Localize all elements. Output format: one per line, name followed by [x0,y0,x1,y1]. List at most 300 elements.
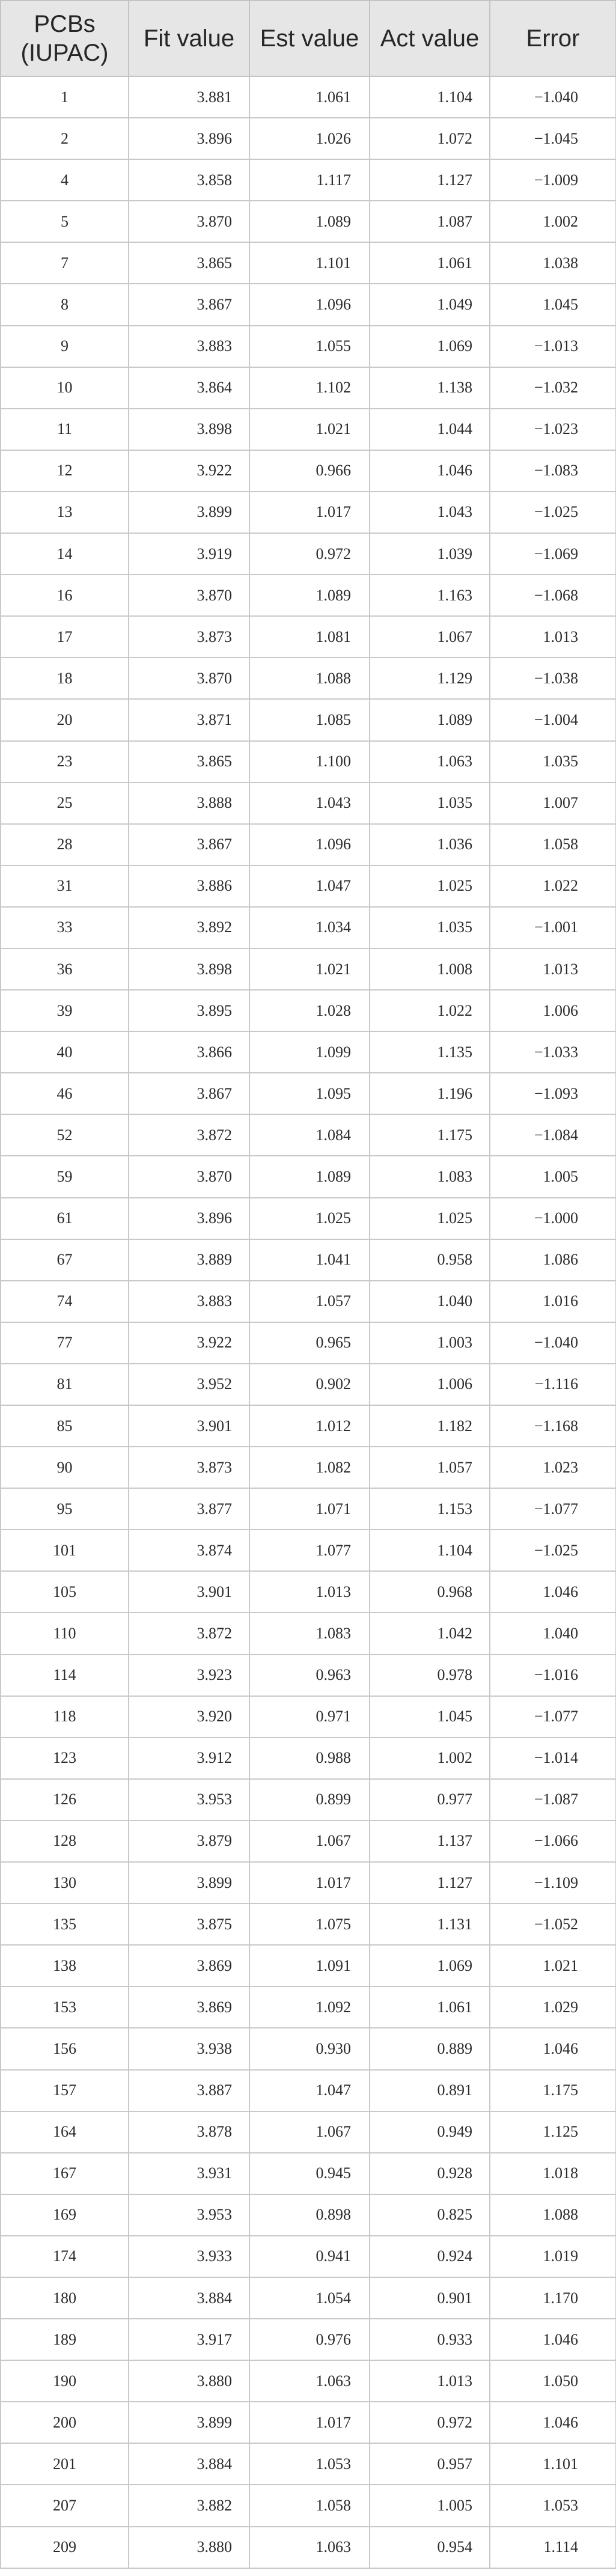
cell-est-value: 1.089 [249,575,370,616]
cell-fit-value: 3.880 [129,2527,249,2568]
cell-act-value: 1.067 [370,616,490,658]
cell-fit-value: 3.870 [129,1156,249,1197]
cell-act-value: 0.957 [370,2443,490,2485]
table-row [1,948,616,990]
cell-act-value: 0.978 [370,1655,490,1696]
cell-error: 1.022 [490,865,616,907]
cell-act-value: 1.006 [370,1364,490,1405]
cell-pcb: 11 [1,409,129,450]
cell-act-value: 0.889 [370,2028,490,2069]
cell-act-value: 1.013 [370,2360,490,2402]
cell-error: −1.083 [490,450,616,492]
cell-fit-value: 3.887 [129,2070,249,2111]
cell-fit-value: 3.898 [129,948,249,990]
cell-est-value: 1.021 [249,948,370,990]
cell-fit-value: 3.870 [129,658,249,699]
cell-est-value: 0.930 [249,2028,370,2069]
cell-est-value: 0.966 [249,450,370,492]
cell-act-value: 1.008 [370,948,490,990]
cell-est-value: 1.077 [249,1530,370,1571]
cell-act-value: 1.043 [370,492,490,533]
cell-est-value: 1.071 [249,1488,370,1530]
table-row [1,1447,616,1488]
cell-error: 1.046 [490,1571,616,1613]
cell-est-value: 1.053 [249,2443,370,2485]
cell-act-value: 1.035 [370,783,490,824]
cell-est-value: 1.043 [249,783,370,824]
table-row [1,1198,616,1239]
cell-est-value: 0.965 [249,1322,370,1364]
cell-pcb: 9 [1,326,129,367]
cell-fit-value: 3.869 [129,1986,249,2028]
cell-act-value: 1.127 [370,1862,490,1903]
cell-fit-value: 3.922 [129,1322,249,1364]
header-row [1,1,616,76]
cell-fit-value: 3.880 [129,2360,249,2402]
cell-fit-value: 3.952 [129,1364,249,1405]
cell-est-value: 0.988 [249,1738,370,1779]
cell-pcb: 33 [1,907,129,948]
cell-pcb: 90 [1,1447,129,1488]
table-row [1,1655,616,1696]
cell-fit-value: 3.933 [129,2236,249,2277]
cell-act-value: 1.005 [370,2485,490,2526]
table-row [1,2194,616,2236]
cell-est-value: 1.089 [249,201,370,242]
header-error: Error [490,1,616,76]
header-pcbs-line2: (IUPAC) [20,40,109,66]
cell-est-value: 1.063 [249,2360,370,2402]
cell-pcb: 59 [1,1156,129,1197]
cell-est-value: 0.899 [249,1779,370,1821]
cell-fit-value: 3.931 [129,2153,249,2194]
cell-est-value: 1.091 [249,1945,370,1986]
table-row [1,201,616,242]
cell-error: 1.101 [490,2443,616,2485]
cell-fit-value: 3.878 [129,2111,249,2153]
table-row [1,533,616,575]
cell-fit-value: 3.879 [129,1821,249,1862]
cell-pcb: 40 [1,1031,129,1073]
table-row [1,2153,616,2194]
cell-est-value: 1.012 [249,1405,370,1447]
cell-error: −1.077 [490,1488,616,1530]
table-row [1,907,616,948]
cell-fit-value: 3.873 [129,616,249,658]
cell-act-value: 1.083 [370,1156,490,1197]
cell-pcb: 10 [1,367,129,409]
table-row [1,824,616,865]
cell-act-value: 1.137 [370,1821,490,1862]
cell-pcb: 16 [1,575,129,616]
cell-fit-value: 3.953 [129,2194,249,2236]
cell-pcb: 190 [1,2360,129,2402]
cell-error: 1.175 [490,2070,616,2111]
cell-act-value: 1.175 [370,1114,490,1156]
cell-fit-value: 3.871 [129,699,249,740]
cell-est-value: 1.075 [249,1903,370,1945]
cell-error: 1.018 [490,2153,616,2194]
cell-pcb: 4 [1,159,129,201]
cell-pcb: 180 [1,2277,129,2319]
cell-pcb: 156 [1,2028,129,2069]
cell-error: −1.000 [490,1198,616,1239]
cell-error: −1.077 [490,1696,616,1738]
cell-fit-value: 3.865 [129,242,249,284]
cell-fit-value: 3.883 [129,1281,249,1322]
cell-error: 1.086 [490,1239,616,1281]
cell-fit-value: 3.923 [129,1655,249,1696]
cell-fit-value: 3.870 [129,201,249,242]
cell-error: −1.040 [490,76,616,118]
cell-fit-value: 3.886 [129,865,249,907]
cell-pcb: 110 [1,1613,129,1654]
cell-pcb: 14 [1,533,129,575]
cell-est-value: 1.017 [249,2402,370,2443]
cell-act-value: 1.135 [370,1031,490,1073]
cell-act-value: 1.129 [370,658,490,699]
cell-act-value: 1.061 [370,242,490,284]
cell-error: −1.001 [490,907,616,948]
cell-pcb: 209 [1,2527,129,2568]
cell-est-value: 1.017 [249,1862,370,1903]
cell-pcb: 169 [1,2194,129,2236]
cell-act-value: 1.063 [370,741,490,783]
cell-est-value: 1.117 [249,159,370,201]
table-row [1,2485,616,2526]
cell-fit-value: 3.912 [129,1738,249,1779]
cell-pcb: 135 [1,1903,129,1945]
cell-fit-value: 3.920 [129,1696,249,1738]
cell-act-value: 1.061 [370,1986,490,2028]
cell-pcb: 77 [1,1322,129,1364]
cell-act-value: 1.044 [370,409,490,450]
table-row [1,1779,616,1821]
table-row [1,2111,616,2153]
cell-fit-value: 3.899 [129,1862,249,1903]
cell-fit-value: 3.884 [129,2277,249,2319]
table-row [1,2236,616,2277]
cell-est-value: 1.025 [249,1198,370,1239]
cell-error: 1.058 [490,824,616,865]
cell-error: 1.023 [490,1447,616,1488]
cell-act-value: 0.968 [370,1571,490,1613]
cell-est-value: 1.084 [249,1114,370,1156]
cell-pcb: 207 [1,2485,129,2526]
cell-error: −1.068 [490,575,616,616]
table-row [1,990,616,1031]
cell-pcb: 2 [1,118,129,159]
cell-pcb: 164 [1,2111,129,2153]
cell-act-value: 0.977 [370,1779,490,1821]
cell-fit-value: 3.874 [129,1530,249,1571]
table-row [1,616,616,658]
cell-fit-value: 3.899 [129,2402,249,2443]
cell-est-value: 1.047 [249,2070,370,2111]
cell-act-value: 1.069 [370,326,490,367]
table-header [1,1,616,76]
cell-pcb: 25 [1,783,129,824]
table-row [1,2443,616,2485]
cell-error: 1.046 [490,2402,616,2443]
cell-fit-value: 3.872 [129,1613,249,1654]
cell-est-value: 0.898 [249,2194,370,2236]
cell-error: −1.052 [490,1903,616,1945]
cell-pcb: 67 [1,1239,129,1281]
table-row [1,450,616,492]
cell-est-value: 1.047 [249,865,370,907]
cell-est-value: 1.085 [249,699,370,740]
cell-error: 1.035 [490,741,616,783]
cell-pcb: 18 [1,658,129,699]
cell-pcb: 85 [1,1405,129,1447]
cell-act-value: 1.046 [370,450,490,492]
cell-est-value: 1.083 [249,1613,370,1654]
cell-est-value: 0.963 [249,1655,370,1696]
header-est-value: Est value [249,1,370,76]
cell-act-value: 1.022 [370,990,490,1031]
cell-est-value: 1.100 [249,741,370,783]
table-row [1,118,616,159]
cell-error: −1.023 [490,409,616,450]
cell-pcb: 31 [1,865,129,907]
cell-act-value: 0.949 [370,2111,490,2153]
cell-fit-value: 3.881 [129,76,249,118]
cell-pcb: 8 [1,284,129,325]
cell-act-value: 1.131 [370,1903,490,1945]
cell-pcb: 95 [1,1488,129,1530]
cell-error: −1.025 [490,1530,616,1571]
cell-pcb: 118 [1,1696,129,1738]
cell-error: 1.053 [490,2485,616,2526]
cell-pcb: 52 [1,1114,129,1156]
cell-pcb: 20 [1,699,129,740]
cell-error: −1.040 [490,1322,616,1364]
cell-est-value: 1.067 [249,1821,370,1862]
cell-fit-value: 3.901 [129,1571,249,1613]
table-row [1,1821,616,1862]
cell-est-value: 1.055 [249,326,370,367]
cell-pcb: 28 [1,824,129,865]
cell-act-value: 1.045 [370,1696,490,1738]
cell-est-value: 1.067 [249,2111,370,2153]
cell-pcb: 189 [1,2319,129,2360]
cell-est-value: 1.034 [249,907,370,948]
cell-est-value: 1.082 [249,1447,370,1488]
cell-pcb: 105 [1,1571,129,1613]
cell-pcb: 157 [1,2070,129,2111]
cell-est-value: 1.096 [249,284,370,325]
cell-error: 1.013 [490,948,616,990]
cell-fit-value: 3.877 [129,1488,249,1530]
table-row [1,242,616,284]
cell-error: 1.013 [490,616,616,658]
table-row [1,741,616,783]
cell-fit-value: 3.867 [129,1073,249,1114]
cell-fit-value: 3.864 [129,367,249,409]
table-row [1,2402,616,2443]
cell-est-value: 1.089 [249,1156,370,1197]
table-row [1,575,616,616]
cell-error: 1.029 [490,1986,616,2028]
table-row [1,2028,616,2069]
cell-fit-value: 3.867 [129,824,249,865]
cell-act-value: 1.072 [370,118,490,159]
cell-pcb: 81 [1,1364,129,1405]
cell-act-value: 0.891 [370,2070,490,2111]
cell-error: −1.014 [490,1738,616,1779]
table-row [1,699,616,740]
header-pcbs [1,1,129,76]
cell-fit-value: 3.882 [129,2485,249,2526]
table-row [1,1364,616,1405]
cell-act-value: 1.025 [370,1198,490,1239]
cell-act-value: 0.933 [370,2319,490,2360]
table-row [1,1903,616,1945]
cell-est-value: 1.021 [249,409,370,450]
cell-error: 1.007 [490,783,616,824]
cell-est-value: 1.057 [249,1281,370,1322]
cell-act-value: 1.042 [370,1613,490,1654]
cell-error: −1.116 [490,1364,616,1405]
cell-error: 1.038 [490,242,616,284]
cell-pcb: 39 [1,990,129,1031]
cell-fit-value: 3.938 [129,2028,249,2069]
cell-pcb: 61 [1,1198,129,1239]
cell-act-value: 1.036 [370,824,490,865]
cell-est-value: 1.028 [249,990,370,1031]
cell-fit-value: 3.883 [129,326,249,367]
table-body [1,76,616,2568]
table-row [1,159,616,201]
header-act-value: Act value [370,1,490,76]
cell-fit-value: 3.892 [129,907,249,948]
cell-error: 1.005 [490,1156,616,1197]
cell-pcb: 1 [1,76,129,118]
cell-error: −1.045 [490,118,616,159]
cell-pcb: 201 [1,2443,129,2485]
cell-fit-value: 3.895 [129,990,249,1031]
cell-act-value: 1.104 [370,76,490,118]
cell-pcb: 13 [1,492,129,533]
cell-est-value: 0.971 [249,1696,370,1738]
cell-act-value: 1.196 [370,1073,490,1114]
table-row [1,2360,616,2402]
cell-est-value: 1.063 [249,2527,370,2568]
cell-act-value: 0.954 [370,2527,490,2568]
cell-fit-value: 3.875 [129,1903,249,1945]
cell-error: 1.125 [490,2111,616,2153]
cell-est-value: 0.976 [249,2319,370,2360]
cell-fit-value: 3.884 [129,2443,249,2485]
cell-est-value: 1.092 [249,1986,370,2028]
cell-fit-value: 3.919 [129,533,249,575]
cell-error: −1.038 [490,658,616,699]
cell-error: −1.032 [490,367,616,409]
cell-act-value: 1.182 [370,1405,490,1447]
cell-act-value: 1.040 [370,1281,490,1322]
cell-fit-value: 3.922 [129,450,249,492]
cell-pcb: 36 [1,948,129,990]
cell-est-value: 1.101 [249,242,370,284]
cell-error: −1.004 [490,699,616,740]
table-row [1,1613,616,1654]
cell-error: 1.114 [490,2527,616,2568]
cell-fit-value: 3.872 [129,1114,249,1156]
cell-act-value: 1.039 [370,533,490,575]
cell-fit-value: 3.898 [129,409,249,450]
table-row [1,76,616,118]
cell-pcb: 123 [1,1738,129,1779]
cell-est-value: 1.013 [249,1571,370,1613]
table-row [1,367,616,409]
cell-pcb: 5 [1,201,129,242]
cell-est-value: 1.096 [249,824,370,865]
cell-error: 1.002 [490,201,616,242]
table-row [1,492,616,533]
cell-act-value: 1.057 [370,1447,490,1488]
cell-error: 1.040 [490,1613,616,1654]
cell-error: −1.025 [490,492,616,533]
cell-fit-value: 3.888 [129,783,249,824]
table-row [1,783,616,824]
cell-act-value: 1.069 [370,1945,490,1986]
cell-error: 1.045 [490,284,616,325]
cell-act-value: 1.089 [370,699,490,740]
cell-est-value: 0.902 [249,1364,370,1405]
cell-fit-value: 3.896 [129,118,249,159]
cell-pcb: 46 [1,1073,129,1114]
cell-pcb: 126 [1,1779,129,1821]
cell-pcb: 167 [1,2153,129,2194]
cell-error: 1.021 [490,1945,616,1986]
cell-fit-value: 3.870 [129,575,249,616]
cell-est-value: 1.026 [249,118,370,159]
cell-act-value: 1.104 [370,1530,490,1571]
cell-pcb: 74 [1,1281,129,1322]
table-row [1,1530,616,1571]
cell-fit-value: 3.901 [129,1405,249,1447]
cell-error: 1.088 [490,2194,616,2236]
cell-error: −1.066 [490,1821,616,1862]
cell-est-value: 1.102 [249,367,370,409]
table-row [1,409,616,450]
table-row [1,658,616,699]
cell-est-value: 1.099 [249,1031,370,1073]
cell-fit-value: 3.953 [129,1779,249,1821]
table-row [1,1156,616,1197]
cell-error: 1.016 [490,1281,616,1322]
cell-est-value: 0.945 [249,2153,370,2194]
cell-pcb: 23 [1,741,129,783]
cell-fit-value: 3.896 [129,1198,249,1239]
cell-fit-value: 3.899 [129,492,249,533]
table-row [1,1571,616,1613]
table-row [1,1488,616,1530]
cell-pcb: 200 [1,2402,129,2443]
table-row [1,284,616,325]
cell-pcb: 7 [1,242,129,284]
cell-fit-value: 3.867 [129,284,249,325]
table-row [1,865,616,907]
cell-error: −1.168 [490,1405,616,1447]
cell-est-value: 1.017 [249,492,370,533]
cell-error: 1.046 [490,2319,616,2360]
cell-est-value: 0.941 [249,2236,370,2277]
cell-est-value: 0.972 [249,533,370,575]
cell-est-value: 1.041 [249,1239,370,1281]
cell-error: −1.013 [490,326,616,367]
